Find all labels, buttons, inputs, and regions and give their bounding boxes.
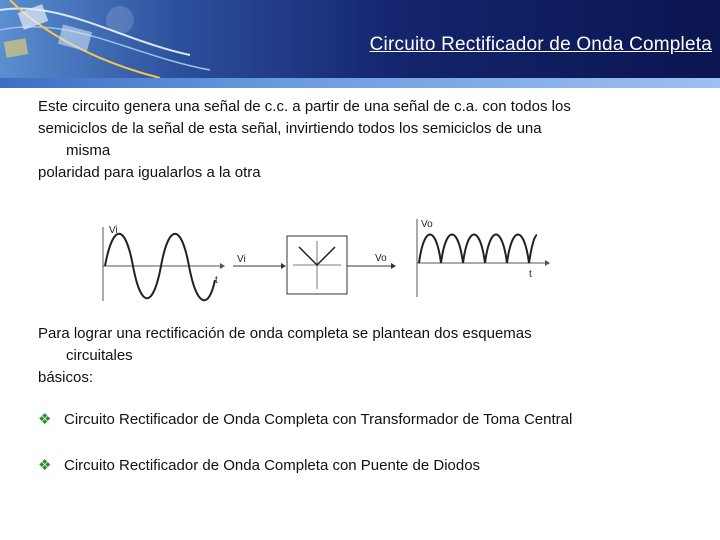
paragraph-line: circuitales — [66, 347, 133, 364]
intro-line: misma — [66, 142, 111, 159]
block-input-label: Vi — [237, 254, 246, 265]
rectifier-diagram — [95, 205, 555, 305]
arrow-icon — [545, 260, 550, 266]
diamond-bullet-icon: ❖ — [38, 411, 52, 428]
input-axis-label: Vi — [109, 225, 118, 236]
input-time-label: t — [215, 275, 218, 286]
list-item-text: Circuito Rectificador de Onda Completa con Puente de Diodos — [64, 457, 481, 474]
output-rectified-wave — [419, 235, 537, 264]
explanation-paragraph — [38, 323, 678, 389]
output-axis-label: Vo — [421, 219, 433, 230]
header-accent-strip — [0, 78, 720, 88]
intro-line: semiciclos de la señal de esta señal, invirtiendo todos los semiciclos de una — [38, 120, 542, 137]
output-time-label: t — [529, 269, 532, 280]
list-item — [38, 409, 572, 431]
arrow-icon — [281, 263, 286, 269]
decorative-ribbon-graphic — [0, 0, 260, 78]
list-item — [38, 455, 480, 477]
list-item-text: Circuito Rectificador de Onda Completa con Transformador de Toma Central — [64, 411, 573, 428]
page-title: Circuito Rectificador de Onda Completa — [369, 34, 712, 55]
intro-line: polaridad para igualarlos a la otra — [38, 164, 261, 181]
paragraph-line: básicos: — [38, 369, 94, 386]
input-sine-wave — [105, 234, 215, 301]
diamond-bullet-icon: ❖ — [38, 457, 52, 474]
arrow-icon — [220, 263, 225, 269]
arrow-icon — [391, 263, 396, 269]
block-output-label: Vo — [375, 253, 387, 264]
paragraph-line: Para lograr una rectificación de onda completa se plantean dos esquemas — [38, 325, 532, 342]
slide-header — [0, 0, 720, 78]
intro-paragraph — [38, 96, 678, 184]
intro-line: Este circuito genera una señal de c.c. a partir de una señal de c.a. con todos los — [38, 98, 571, 115]
